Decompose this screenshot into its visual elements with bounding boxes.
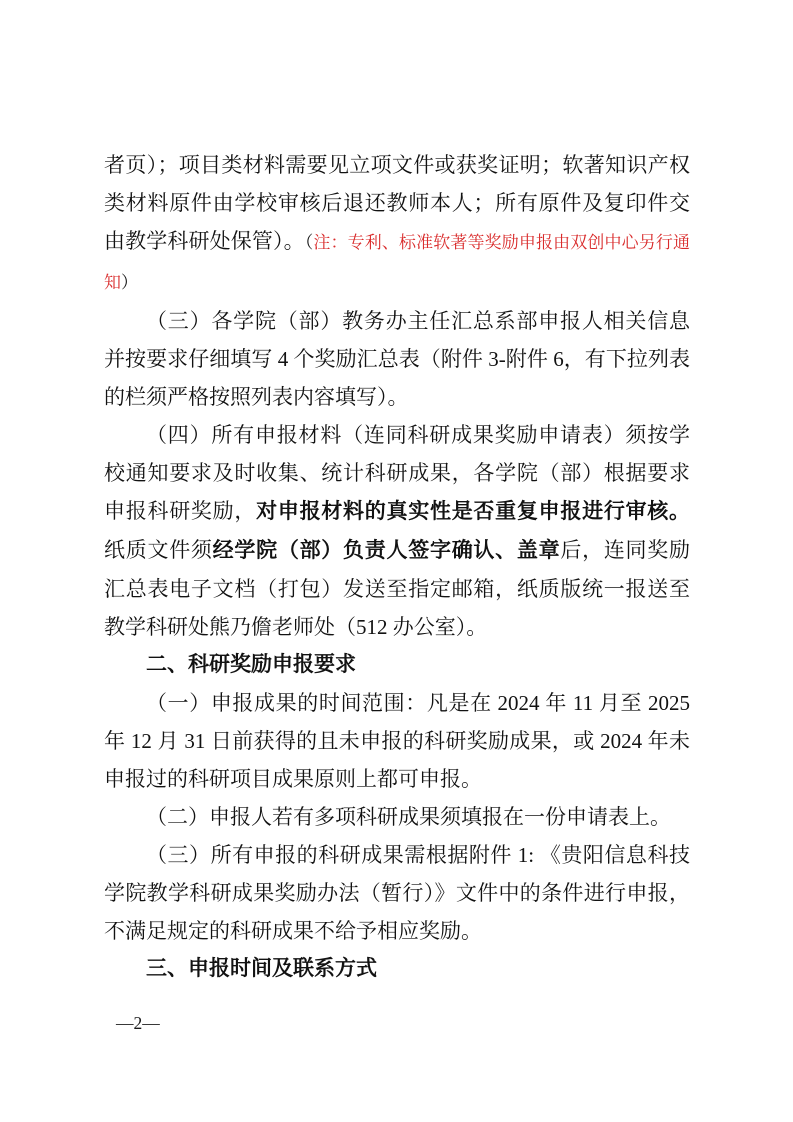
paragraph-item-4-run3: 纸质文件须 bbox=[104, 538, 213, 562]
section-heading-2: 二、科研奖励申报要求 bbox=[146, 653, 356, 676]
paragraph-item-4-bold-review: 对申报材料的真实性是否重复申报进行审核。 bbox=[256, 500, 691, 523]
paragraph-item-4 bbox=[104, 416, 690, 646]
note-close-paren: ） bbox=[121, 273, 138, 292]
paragraph-requirement-3: （三）所有申报的科研成果需根据附件 1: 《贵阳信息科技学院教学科研成果奖励办法（暂行）》文件中的条件进行申报，不满足规定的科研成果不给予相应奖励。 bbox=[104, 843, 690, 943]
paragraph-item-4-bold-signature: 经学院（部）负责人签字确认、盖章 bbox=[212, 539, 561, 562]
document-body bbox=[104, 146, 690, 988]
paragraph-continuation bbox=[104, 146, 690, 302]
paragraph-requirement-1: （一）申报成果的时间范围：凡是在 2024 年 11 月至 2025 年 12 月 31 日前获得的且未申报的科研奖励成果，或 2024 年未申报过的科研项目成果原则上都可申报。 bbox=[104, 691, 690, 791]
paragraph-item-3: （三）各学院（部）教务办主任汇总系部申报人相关信息并按要求仔细填写 4 个奖励汇总表（附件 3-附件 6，有下拉列表的栏须严格按照列表内容填写）。 bbox=[104, 309, 690, 409]
paragraph-item-4-run5: 后，连同奖励汇总表电子文档（打包）发送至指定邮箱，纸质版统一报送至教学科研处熊乃儋老师处（512 办公室）。 bbox=[104, 538, 691, 639]
page-number: —2— bbox=[116, 1013, 160, 1033]
note-red-text: 注：专利、标准软著等奖励申报由双创中心另行通知 bbox=[104, 233, 690, 292]
paragraph-item-4-run1: （四）所有申报材料（连同科研成果奖励申请表）须按学校通知要求及时收集、统计科研成果，各学院（部）根据要求申报科研奖励， bbox=[104, 423, 690, 523]
paragraph-continuation-text: 者页）；项目类材料需要见立项文件或获奖证明；软著知识产权类材料原件由学校审核后退还教师本人；所有原件及复印件交由教学科研处保管）。 bbox=[104, 153, 690, 253]
paragraph-requirement-2: （二）申报人若有多项科研成果须填报在一份申请表上。 bbox=[146, 805, 671, 829]
note-open-paren: （ bbox=[304, 233, 314, 252]
section-heading-3: 三、申报时间及联系方式 bbox=[146, 957, 377, 980]
